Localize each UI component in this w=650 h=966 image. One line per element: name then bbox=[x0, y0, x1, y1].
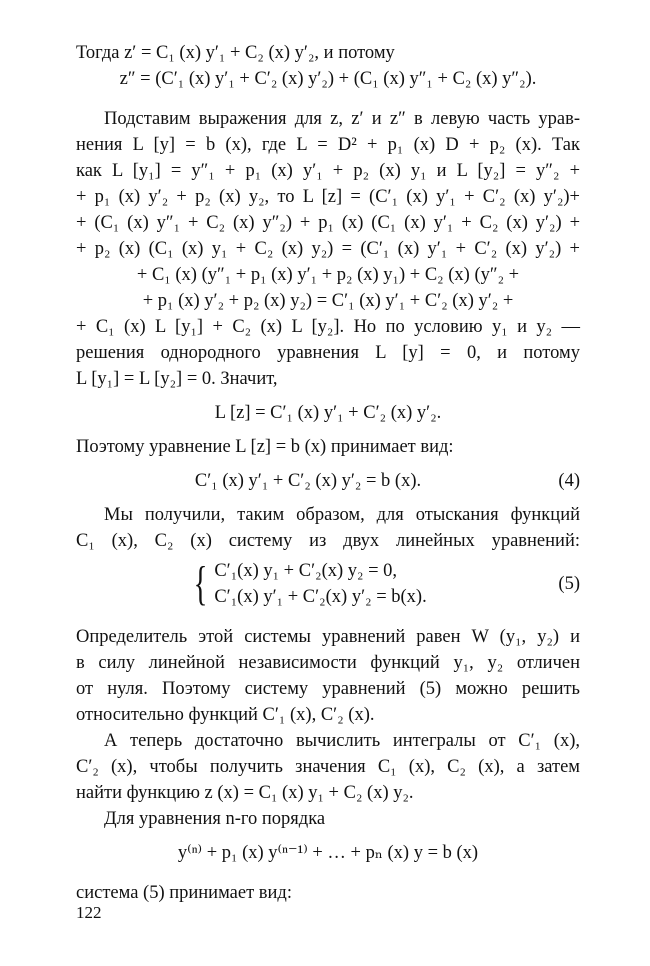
paragraph-line: относительно функций C′₁ (x), C′₂ (x). bbox=[76, 705, 375, 725]
equation-n-th-order: y⁽ⁿ⁾ + p₁ (x) y⁽ⁿ⁻¹⁾ + … + pₙ (x) y = b (x) bbox=[177, 843, 479, 863]
system-5-row bbox=[76, 558, 580, 610]
system-equation: C′₁(x) y′₁ + C′₂(x) y′₂ = b(x). bbox=[214, 587, 427, 607]
paragraph-line: + (C₁ (x) y″₁ + C₂ (x) y″₂) + p₁ (x) (C₁ (x) y′₁ + C₂ (x) y′₂) + bbox=[76, 213, 580, 233]
paragraph-line: найти функцию z (x) = C₁ (x) y₁ + C₂ (x) y₂. bbox=[76, 783, 414, 803]
paragraph-centered-line: + p₁ (x) y′₂ + p₂ (x) y₂) = C′₁ (x) y′₁ + C′₂ (x) y′₂ + bbox=[142, 291, 514, 311]
paragraph-line: + C₁ (x) L [y₁] + C₂ (x) L [y₂]. Но по условию y₁ и y₂ — bbox=[76, 317, 580, 337]
paragraph-line: от нуля. Поэтому систему уравнений (5) можно решить bbox=[76, 679, 580, 699]
paragraph-line: C₁ (x), C₂ (x) систему из двух линейных уравнений: bbox=[76, 531, 580, 551]
text-line: Тогда z′ = C₁ (x) y′₁ + C₂ (x) y′₂, и потому bbox=[76, 43, 395, 63]
paragraph-line: C′₂ (x), чтобы получить значения C₁ (x), C₂ (x), а затем bbox=[76, 757, 580, 777]
text-line: система (5) принимает вид: bbox=[76, 883, 292, 903]
equation-z-second-derivative: z″ = (C′₁ (x) y′₁ + C′₂ (x) y′₂) + (C₁ (x) y″₁ + C₂ (x) y″₂). bbox=[119, 69, 537, 89]
system-of-equations bbox=[76, 558, 540, 610]
equation-number: (4) bbox=[558, 471, 580, 491]
paragraph-line: решения однородного уравнения L [y] = 0, и потому bbox=[76, 343, 580, 363]
paragraph-line: как L [y₁] = y″₁ + p₁ (x) y′₁ + p₂ (x) y₁ и L [y₂] = y″₂ + bbox=[76, 161, 580, 181]
paragraph-line: + p₁ (x) y′₂ + p₂ (x) y₂, то L [z] = (C′₁ (x) y′₁ + C′₂ (x) y′₂)+ bbox=[76, 187, 580, 207]
paragraph-line: нения L [y] = b (x), где L = D² + p₁ (x) D + p₂ (x). Так bbox=[76, 135, 580, 155]
paragraph-line: Для уравнения n-го порядка bbox=[104, 809, 326, 829]
paragraph-line: А теперь достаточно вычислить интегралы от C′₁ (x), bbox=[104, 731, 580, 751]
paragraph-centered-line: + C₁ (x) (y″₁ + p₁ (x) y′₁ + p₂ (x) y₁) + C₂ (x) (y″₂ + bbox=[136, 265, 520, 285]
paragraph-line: Мы получили, таким образом, для отыскания функций bbox=[104, 505, 580, 525]
equation-4-row bbox=[76, 468, 580, 494]
left-brace: { bbox=[193, 557, 208, 610]
equation-number: (5) bbox=[558, 574, 580, 594]
page-number: 122 bbox=[76, 903, 102, 922]
paragraph-line: L [y₁] = L [y₂] = 0. Значит, bbox=[76, 369, 278, 389]
equation-4: C′₁ (x) y′₁ + C′₂ (x) y′₂ = b (x). bbox=[194, 471, 422, 491]
paragraph-line: в силу линейной независимости функций y₁, y₂ отличен bbox=[76, 653, 580, 673]
text-line: Поэтому уравнение L [z] = b (x) принимает вид: bbox=[76, 437, 454, 457]
paragraph-line: Подставим выражения для z, z′ и z″ в левую часть урав- bbox=[104, 109, 580, 129]
equation-lz: L [z] = C′₁ (x) y′₁ + C′₂ (x) y′₂. bbox=[214, 403, 442, 423]
paragraph-line: Определитель этой системы уравнений равен W (y₁, y₂) и bbox=[76, 627, 580, 647]
paragraph-line: + p₂ (x) (C₁ (x) y₁ + C₂ (x) y₂) = (C′₁ (x) y′₁ + C′₂ (x) y′₂) + bbox=[76, 239, 580, 259]
system-equation: C′₁(x) y₁ + C′₂(x) y₂ = 0, bbox=[214, 561, 398, 581]
